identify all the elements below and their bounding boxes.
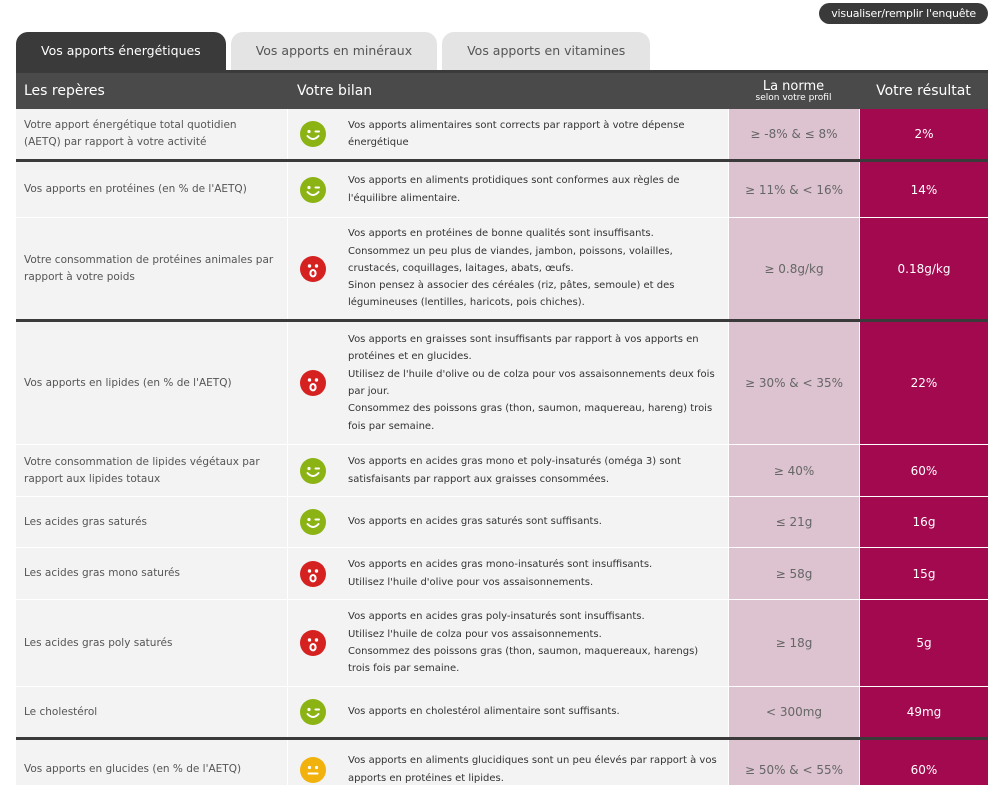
table-row [16,600,988,687]
result-cell: 60% [859,740,988,785]
table-row [16,322,988,445]
reperes-cell: Les acides gras saturés [24,515,147,528]
table-row [16,445,988,497]
reperes-cell: Les acides gras poly saturés [24,636,173,649]
bilan-text [348,703,620,720]
bilan-cell [287,162,728,217]
bilan-text [348,453,718,488]
bilan-line: Vos apports en aliments glucidiques sont un peu élevés par rapport à vos apports en protéines et lipides. [348,755,717,784]
table-body [16,109,988,785]
bilan-line: Sinon pensez à associer des céréales (riz, pâtes, semoule) et des légumineuses (lentilles, haricots, pois chiches). [348,280,675,309]
bilan-line: Utilisez l'huile de colza pour vos assaisonnements. [348,628,602,640]
table-row [16,162,988,218]
norme-cell: ≤ 21g [728,497,859,547]
bilan-line: Vos apports en protéines de bonne qualités sont insuffisants. [348,228,654,240]
smiley-good-icon [300,121,326,147]
norme-cell: ≥ 58g [728,548,859,599]
norme-cell: ≥ 40% [728,445,859,496]
header-norme-title: La norme [762,78,825,94]
bilan-text [348,225,718,311]
result-cell: 49mg [859,687,988,737]
tab-energetiques[interactable]: Vos apports énergétiques [16,32,226,70]
header-bilan: Votre bilan [297,83,373,99]
bilan-line: Vos apports en acides gras poly-insaturés sont insuffisants. [348,611,645,623]
bilan-text [348,556,652,591]
norme-cell: ≥ 0.8g/kg [728,218,859,319]
table-header [16,73,988,109]
table-row [16,687,988,740]
bilan-cell [287,218,728,319]
norme-cell: < 300mg [728,687,859,737]
bilan-text [348,513,602,530]
result-cell: 16g [859,497,988,547]
result-cell: 2% [859,109,988,159]
norme-cell: ≥ 18g [728,600,859,686]
reperes-cell: Les acides gras mono saturés [24,567,180,579]
table-row [16,218,988,322]
bilan-cell [287,600,728,686]
bilan-line: Utilisez de l'huile d'olive ou de colza pour vos assaisonnements deux fois par jour. [348,368,715,397]
reperes-cell: Votre apport énergétique total quotidien (AETQ) par rapport à votre activité [24,119,237,148]
smiley-good-icon [300,177,326,203]
bilan-text [348,752,718,785]
bilan-line: Vos apports en acides gras saturés sont suffisants. [348,516,602,528]
tab-vitamines[interactable]: Vos apports en vitamines [442,32,650,70]
smiley-good-icon [300,509,326,535]
table-row [16,548,988,600]
bilan-cell [287,687,728,737]
bilan-cell [287,548,728,599]
bilan-line: Vos apports alimentaires sont corrects par rapport à votre dépense énergétique [348,119,685,148]
norme-cell: ≥ -8% & ≤ 8% [728,109,859,159]
header-norme [728,73,859,109]
norme-cell: ≥ 50% & < 55% [728,740,859,785]
results-table [16,73,988,785]
bilan-line: Consommez un peu plus de viandes, jambon, poissons, volailles, crustacés, coquillages, laitages, abats, œufs. [348,245,673,274]
bilan-line: Vos apports en graisses sont insuffisants par rapport à vos apports en protéines et en glucides. [348,334,699,363]
table-row [16,497,988,548]
smiley-warn-icon [300,757,326,783]
bilan-line: Consommez des poissons gras (thon, saumon, maquereau, hareng) trois fois par semaine. [348,403,713,432]
reperes-cell: Vos apports en protéines (en % de l'AETQ) [24,183,247,195]
table-row [16,740,988,785]
bilan-cell [287,109,728,159]
bilan-line: Vos apports en cholestérol alimentaire sont suffisants. [348,706,620,718]
bilan-cell [287,445,728,496]
tab-mineraux[interactable]: Vos apports en minéraux [231,32,437,70]
smiley-bad-icon [300,370,326,396]
bilan-text [348,172,718,207]
smiley-good-icon [300,458,326,484]
result-cell: 15g [859,548,988,599]
header-reperes: Les repères [24,83,105,99]
bilan-text [348,608,718,677]
bilan-line: Utilisez l'huile d'olive pour vos assaisonnements. [348,576,594,588]
bilan-text [348,117,718,152]
result-cell: 5g [859,600,988,686]
bilan-line: Vos apports en acides gras mono-insaturés sont insuffisants. [348,559,653,571]
smiley-bad-icon [300,256,326,282]
tab-bar [16,32,650,70]
survey-button[interactable]: visualiser/remplir l'enquête [819,3,988,24]
table-row [16,109,988,162]
smiley-good-icon [300,699,326,725]
reperes-cell: Votre consommation de lipides végétaux par rapport aux lipides totaux [24,455,260,485]
bilan-line: Vos apports en acides gras mono et poly-insaturés (oméga 3) sont satisfaisants par rapport aux graisses consommées. [348,456,681,485]
header-result: Votre résultat [876,83,971,99]
reperes-cell: Votre consommation de protéines animales par rapport à votre poids [24,253,274,283]
norme-cell: ≥ 11% & < 16% [728,162,859,217]
norme-cell: ≥ 30% & < 35% [728,322,859,444]
bilan-cell [287,322,728,444]
reperes-cell: Vos apports en lipides (en % de l'AETQ) [24,376,232,389]
result-cell: 0.18g/kg [859,218,988,319]
bilan-line: Consommez des poissons gras (thon, saumon, maquereaux, harengs) trois fois par semaine. [348,646,699,675]
bilan-cell [287,740,728,785]
smiley-bad-icon [300,630,326,656]
smiley-bad-icon [300,561,326,587]
bilan-line: Vos apports en aliments protidiques sont conformes aux règles de l'équilibre alimentaire. [348,175,680,204]
bilan-cell [287,497,728,547]
result-cell: 22% [859,322,988,444]
reperes-cell: Vos apports en glucides (en % de l'AETQ) [24,763,242,775]
reperes-cell: Le cholestérol [24,705,98,718]
bilan-text [348,331,718,435]
result-cell: 60% [859,445,988,496]
header-norme-subtitle: selon votre profil [755,92,832,103]
result-cell: 14% [859,162,988,217]
